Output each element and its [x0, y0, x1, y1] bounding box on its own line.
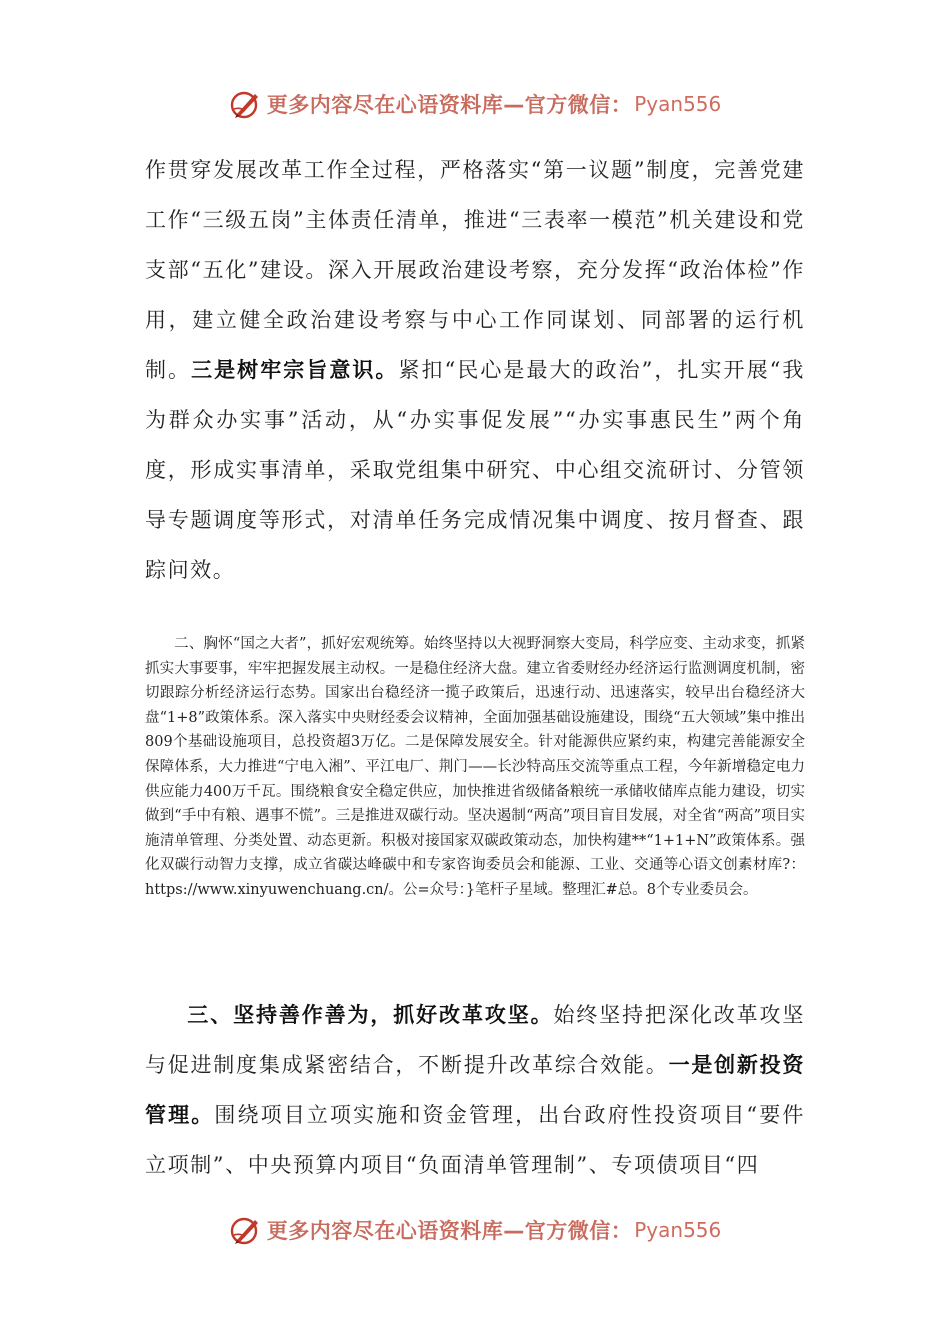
- paragraph-2-text: 二、胸怀“国之大者”，抓好宏观统筹。始终坚持以大视野洞察大变局，科学应变、主动求变，抓紧抓实大事要事，牢牢把握发展主动权。一是稳住经济大盘。建立省委财经办经济运行监测调度机制，密切跟踪分析经济运行态势。国家出台稳经济一揽子政策后，迅速行动、迅速落实，较早出台稳经济大盘“1+8”政策体系。深入落实中央财经委会议精神，全面加强基础设施建设，围绕“五大领域”集中推出809个基础设施项目，总投资超3万亿。二是保障发展安全。针对能源供应紧约束，构建完善能源安全保障体系，大力推进“宁电入湘”、平江电厂、荆门——长沙特高压交流等重点工程，今年新增稳定电力供应能力400万千瓦。围绕粮食安全稳定供应，加快推进省级储备粮统一承储收储库点能力建设，切实做到“手中有粮、遇事不慌”。三是推进双碳行动。坚决遏制“两高”项目盲目发展，对全省“两高”项目实施清单管理、分类处置、动态更新。积极对接国家双碳政策动态，加快构建**“1+1+N”政策体系。强化双碳行动智力支撑，成立省碳达峰碳中和专家咨询委员会和能源、工业、交通等心语文创素材库?：https://www.xinyuwenchuang.cn/。公=众号：}笔杆子星域。整理汇#总。8个专业委员会。: [145, 636, 805, 898]
- banner-wechat-id: Pyan556: [634, 1218, 722, 1242]
- paragraph-1-text-a: 作贯穿发展改革工作全过程，严格落实“第一议题”制度，完善党建工作“三级五岗”主体责任清单，推进“三表率一模范”机关建设和党支部“五化”建设。深入开展政治建设考察，充分发挥“政治体检”作用，建立健全政治建设考察与中心工作同谋划、同部署的运行机制。: [145, 158, 805, 382]
- paragraph-3-section-heading: 三、坚持善作善为，抓好改革攻坚。: [187, 1002, 554, 1027]
- header-banner: [0, 84, 950, 124]
- banner-wechat-id: Pyan556: [634, 92, 722, 116]
- paragraph-3-text-d: 围绕项目立项实施和资金管理，出台政府性投资项目“要件立项制”、中央预算内项目“负面清单管理制”、专项债项目“四: [145, 1103, 805, 1177]
- paragraph-3: [145, 990, 805, 1190]
- paragraph-2: [145, 632, 805, 903]
- banner-slogan: 更多内容尽在心语资料库—官方微信：: [266, 93, 633, 117]
- pen-logo-icon: [229, 87, 263, 121]
- banner-slogan: 更多内容尽在心语资料库—官方微信：: [266, 1219, 633, 1243]
- paragraph-1: [145, 145, 805, 595]
- paragraph-1-bold-heading: 三是树牢宗旨意识。: [191, 357, 399, 382]
- paragraph-1-text-c: 紧扣“民心是最大的政治”，扎实开展“我为群众办实事”活动，从“办实事促发展”“办实事惠民生”两个角度，形成实事清单，采取党组集中研究、中心组交流研讨、分管领导专题调度等形式，对清单任务完成情况集中调度、按月督查、跟踪问效。: [145, 358, 806, 582]
- pen-logo-icon: [229, 1213, 263, 1247]
- paragraph-3-text-b: 始终坚持把深化改革攻坚与促进制度集成紧密结合，不断提升改革综合效能。: [145, 1003, 805, 1077]
- footer-banner: [0, 1210, 950, 1250]
- paragraph-3-bold-subheading: 一是创新投资管理。: [145, 1052, 805, 1127]
